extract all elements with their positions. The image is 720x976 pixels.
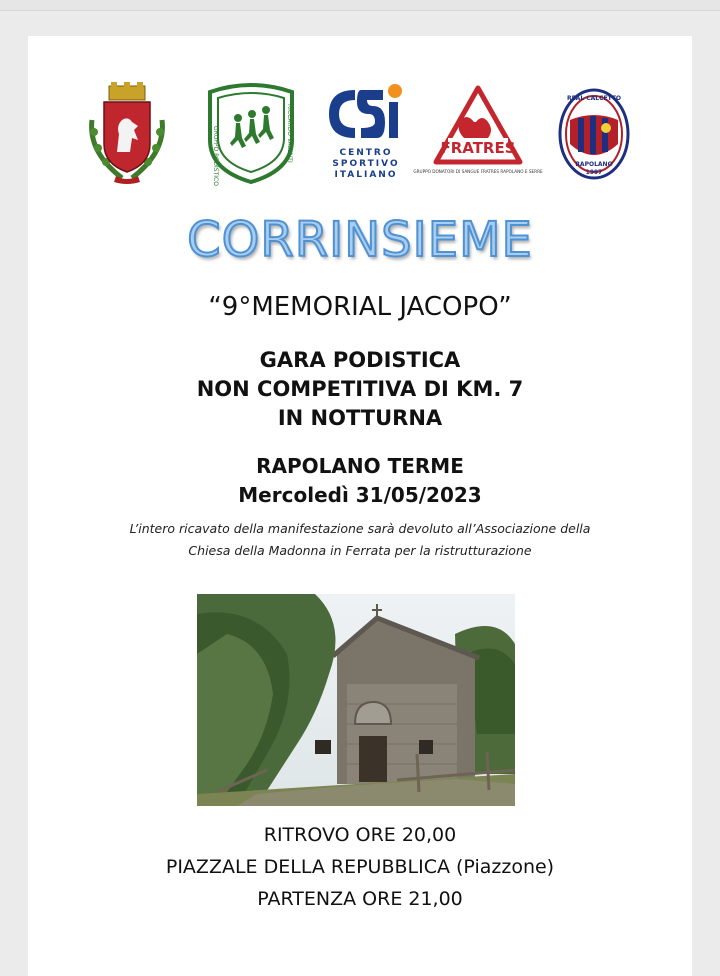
fratres-text: FRATRES xyxy=(440,139,516,157)
church-photo xyxy=(197,594,515,806)
race-line-3: IN NOTTURNA xyxy=(277,406,443,430)
info-line-3: PARTENZA ORE 21,00 xyxy=(257,888,463,910)
info-line-1: RITROVO ORE 20,00 xyxy=(263,824,457,846)
podistico-left-text: GRUPPO PODISTICO xyxy=(212,126,219,186)
event-place-date xyxy=(28,452,692,510)
csi-logo xyxy=(321,82,411,186)
event-title: CORRINSIEME xyxy=(187,212,533,268)
fratres-sub-text: GRUPPO DONATORI DI SANGUE FRATRES RAPOLANO E SERRE xyxy=(413,169,543,174)
real-calcetto-logo xyxy=(556,82,634,186)
race-line-1: GARA PODISTICA xyxy=(259,348,461,372)
csi-text-1: CENTRO xyxy=(339,148,393,158)
race-description xyxy=(28,346,692,433)
calcetto-bottom-text: RAPOLANO xyxy=(575,161,613,168)
sponsor-logos xyxy=(28,82,692,192)
fratres-logo xyxy=(413,82,543,186)
csi-text-3: ITALIANO xyxy=(334,170,398,180)
event-subtitle: “9°MEMORIAL JACOPO” xyxy=(208,292,512,322)
poster-page xyxy=(28,36,692,976)
race-line-2: NON COMPETITIVA DI KM. 7 xyxy=(196,377,524,401)
event-location: RAPOLANO TERME xyxy=(256,454,464,478)
calcetto-year-text: 1997 xyxy=(585,169,603,176)
meeting-info xyxy=(28,819,692,915)
calcetto-top-text: REAL CALCETTO xyxy=(566,95,622,102)
event-date: Mercoledì 31/05/2023 xyxy=(238,483,482,507)
charity-note xyxy=(28,518,692,562)
csi-text-2: SPORTIVO xyxy=(332,159,400,169)
comune-crest-logo xyxy=(84,82,170,186)
podistico-right-text: RICCARDO VALENTI xyxy=(286,104,293,163)
charity-note-line-2: Chiesa della Madonna in Ferrata per la ristrutturazione xyxy=(188,543,532,558)
top-bar xyxy=(0,0,720,11)
gruppo-podistico-logo xyxy=(206,82,296,186)
info-line-2: PIAZZALE DELLA REPUBBLICA (Piazzone) xyxy=(165,856,555,878)
charity-note-line-1: L’intero ricavato della manifestazione sarà devoluto all’Associazione della xyxy=(129,521,591,536)
